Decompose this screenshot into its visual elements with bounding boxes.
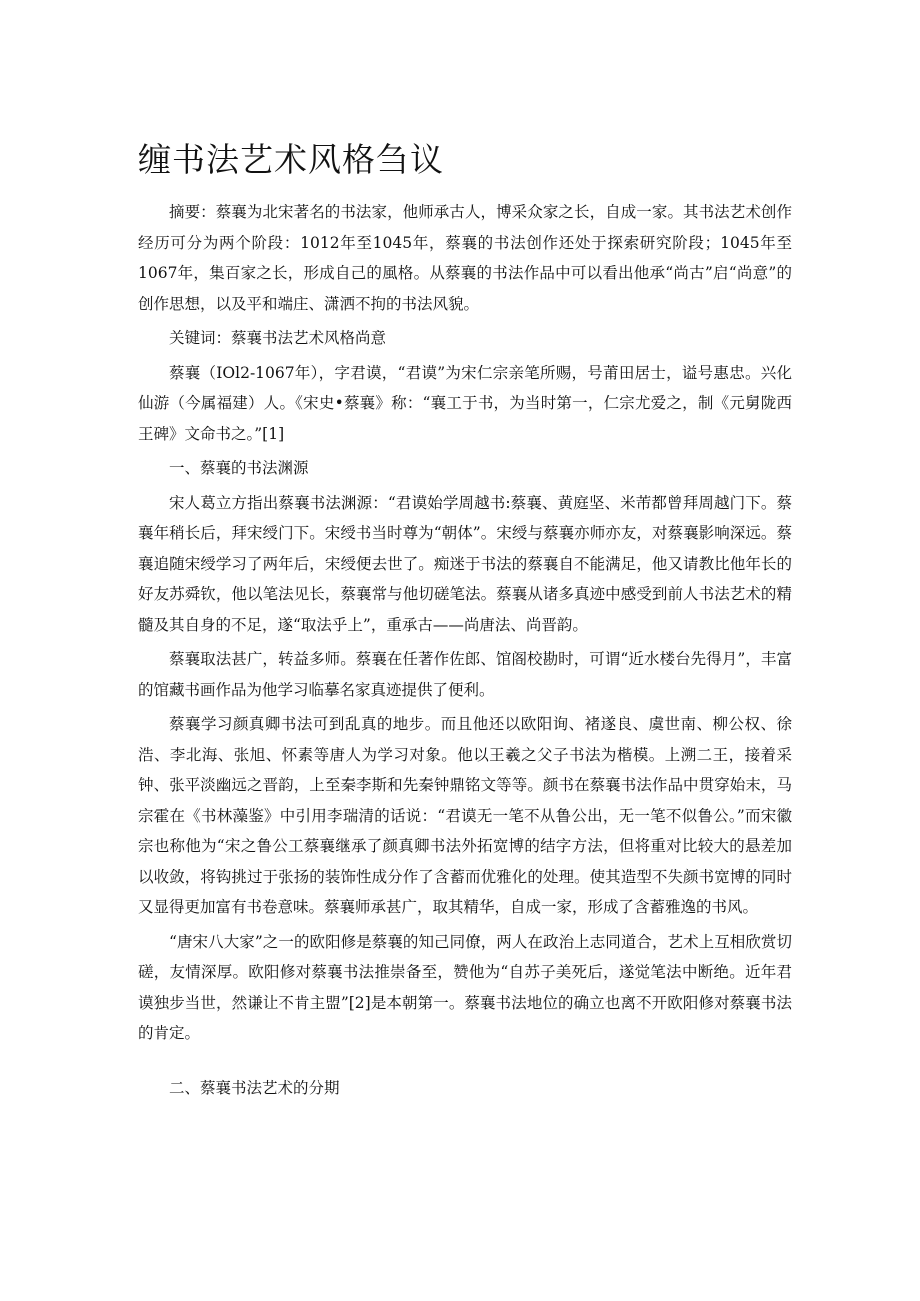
body-paragraph-1: 宋人葛立方指出蔡襄书法渊源：“君谟始学周越书:蔡襄、黄庭坚、米芾都曾拜周越门下。蔡襄年稍长后，拜宋绶门下。宋绶书当时尊为“朝体”。宋绶与蔡襄亦师亦友，对蔡襄影响深远。蔡襄追随宋绶学习了两年后，宋绶便去世了。痴迷于书法的蔡襄自不能满足，他又请教比他年长的好友苏舜钦，他以笔法见长，蔡襄常与他切磋笔法。蔡襄从诸多真迹中感受到前人书法艺术的精髓及其自身的不足，遂“取法乎上”，重承古——尚唐法、尚晋韵。 [138, 493, 792, 634]
body-paragraph-3: 蔡襄学习颜真卿书法可到乱真的地步。而且他还以欧阳询、褚遂良、虞世南、柳公权、徐浩、李北海、张旭、怀素等唐人为学习对象。他以王羲之父子书法为楷模。上溯二王，接着采钟、张平淡幽远之晋韵，上至秦李斯和先秦钟鼎铭文等等。颜书在蔡襄书法作品中贯穿始末，马宗霍在《书林藻鉴》中引用李瑞清的话说：“君谟无一笔不从鲁公出，无一笔不似鲁公。”而宋徽宗也称他为“宋之鲁公工蔡襄继承了颜真卿书法外拓宽博的结字方法，但将重对比较大的悬差加以收敛，将钩挑过于张扬的装饰性成分作了含蓄而优雅化的处理。使其造型不失颜书宽博的同时又显得更加富有书卷意味。蔡襄师承甚广，取其精华，自成一家，形成了含蓄雅逸的书风。 [138, 715, 792, 916]
section-2-heading: 二、蔡襄书法艺术的分期 [169, 1078, 340, 1097]
body-paragraph-4: “唐宋八大家”之一的欧阳修是蔡襄的知己同僚，两人在政治上志同道合，艺术上互相欣赏切磋，友情深厚。欧阳修对蔡襄书法推崇备至，赞他为“自苏子美死后，遂觉笔法中断绝。近年君谟独步当世，然谦让不肯主盟”[2]是本朝第一。蔡襄书法地位的确立也离不开欧阳修对蔡襄书法的肯定。 [138, 932, 792, 1042]
section-1-heading: 一、蔡襄的书法渊源 [169, 459, 309, 477]
document-title: 缠书法艺术风格刍议 [138, 140, 444, 179]
abstract-paragraph: 摘要：蔡襄为北宋著名的书法家，他师承古人，博采众家之长，自成一家。其书法艺术创作经历可分为两个阶段：1012年至1045年，蔡襄的书法创作还处于探索研究阶段；1045年至1067年，集百家之长，形成自己的風格。从蔡襄的书法作品中可以看出他承“尚古”启“尚意”的创作思想，以及平和端庄、潇洒不拘的书法风貌。 [138, 203, 792, 313]
body-paragraph-2: 蔡襄取法甚广，转益多师。蔡襄在任著作佐郎、馆阁校勘时，可谓“近水楼台先得月”，丰富的馆藏书画作品为他学习临摹名家真迹提供了便利。 [138, 650, 792, 699]
intro-paragraph: 蔡襄（IOl2-1067年），字君谟，“君谟”为宋仁宗亲笔所赐，号莆田居士，谥号惠忠。兴化仙游（今属福建）人。《宋史•蔡襄》称：“襄工于书，为当时第一，仁宗尤爱之，制《元舅陇西王碑》文命书之。”[1] [138, 363, 792, 443]
keywords-paragraph: 关键词：蔡襄书法艺术风格尚意 [169, 329, 387, 347]
document-body [138, 197, 792, 1107]
